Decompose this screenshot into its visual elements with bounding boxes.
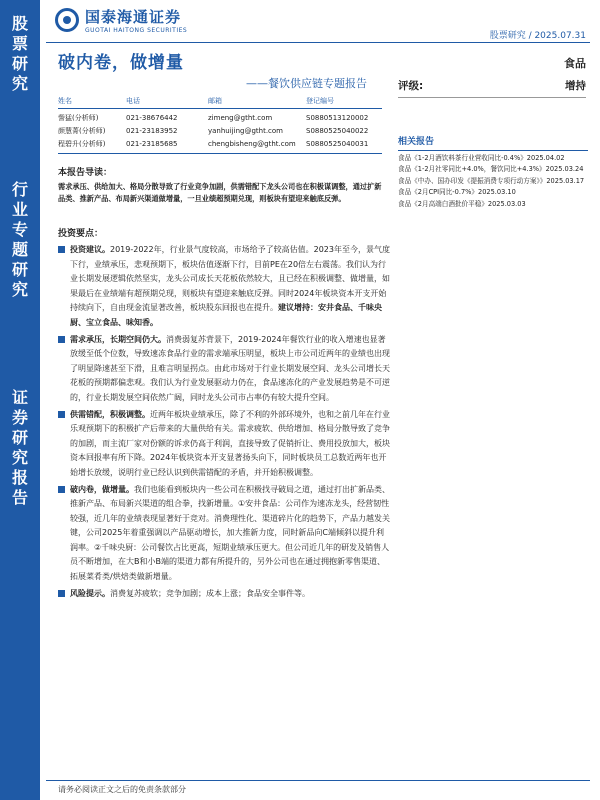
analyst-name: 颜慧菁(分析师): [58, 127, 106, 135]
sidebar: [0, 0, 40, 800]
rating-label: 评级:: [398, 80, 424, 92]
sidebar-glyph: 究: [11, 280, 28, 299]
related-report-link[interactable]: 食品《1-2月酒饮料茶行业营收同比-0.4%》2025.04.02: [398, 153, 565, 162]
sidebar-glyph: 行: [11, 180, 28, 199]
sidebar-glyph: 证: [11, 388, 28, 407]
header-email: 邮箱: [208, 97, 222, 105]
header-reg: 登记编号: [306, 97, 334, 105]
sidebar-glyph: 股: [11, 14, 28, 33]
point-lead: 供需错配，积极调整。: [70, 409, 150, 419]
logo-cn: 国泰海通证券: [85, 8, 182, 26]
sidebar-glyph: 研: [11, 428, 28, 447]
analyst-email[interactable]: zimeng@gtht.com: [208, 114, 273, 122]
sidebar-label-securities-report: [0, 388, 40, 508]
guide-title: 本报告导读：: [58, 168, 113, 178]
analyst-reg: S0880513120002: [306, 114, 369, 122]
sidebar-glyph: 告: [11, 488, 28, 507]
sidebar-glyph: 票: [11, 34, 28, 53]
breadcrumb: 股票研究 / 2025.07.31: [489, 31, 586, 41]
related-report-link[interactable]: 食品《2月CPI同比-0.7%》2025.03.10: [398, 188, 516, 197]
point-text: 我们也能看到板块内一些公司在积极找寻破局之道，通过打出扩新品类、推新产品、布局新兴渠道的组合拳，找新增量。①安井食品：公司作为速冻龙头，经营韧性较强，近几年的业绩表现显著好于竞对。消费理性化、渠道碎片化的趋势下，产品力越发关键，公司2025年着重强调以产品驱动增长，加大推新力度，同时新品向C端倾斜以提升利润率。②千味央厨：公司餐饮占比更高，短期业绩承压更大。但公司近几年的研发及销售人员不断增加，在大B和小B端的渠道力都有所提升的，另外公司也在通过拥抱新零售渠道、拓展菜肴类/烘焙类做新增量。: [70, 484, 390, 582]
investment-points: [58, 243, 390, 603]
sidebar-glyph: 报: [11, 468, 28, 487]
point-lead: 投资建议。: [70, 245, 110, 254]
list-item: [58, 483, 390, 585]
rating-value: 增持: [565, 80, 586, 92]
analyst-phone: 021-38676442: [126, 114, 178, 122]
related-report-link[interactable]: 食品《中办、国办印发《提振消费专项行动方案》》2025.03.17: [398, 176, 585, 185]
table-divider: [58, 153, 382, 154]
sidebar-glyph: 究: [11, 448, 28, 467]
analyst-phone: 021-23183952: [126, 127, 178, 135]
related-report-link[interactable]: 食品《1-2月社零同比+4.0%，餐饮同比+4.3%》2025.03.24: [398, 165, 584, 174]
company-logo: [55, 6, 187, 34]
table-row: [58, 112, 382, 125]
points-title: 投资要点：: [58, 229, 104, 239]
sidebar-glyph: 题: [11, 240, 28, 259]
sidebar-label-industry-report: [0, 180, 40, 300]
analyst-reg: S0880525040022: [306, 127, 369, 135]
industry-label: 食品: [564, 57, 586, 70]
related-report-link[interactable]: 食品《2月高端白酒批价平稳》2025.03.03: [398, 199, 526, 208]
related-reports-title: 相关报告: [398, 138, 588, 151]
header-divider: [46, 42, 590, 43]
point-lead: 需求承压，长期空间仍大。: [70, 334, 166, 344]
analyst-reg: S0880525040031: [306, 140, 369, 148]
point-lead: 风险提示。: [70, 588, 110, 598]
sidebar-glyph: 研: [11, 260, 28, 279]
analyst-phone: 021-23185685: [126, 140, 178, 148]
analyst-email[interactable]: chengbisheng@gtht.com: [208, 140, 296, 148]
table-row: [58, 125, 382, 138]
analyst-name: 程碧升(分析师): [58, 140, 106, 148]
sidebar-glyph: 究: [11, 74, 28, 93]
guide-text: 需求承压、供给加大、格局分散导致了行业竞争加剧，供需错配下龙头公司也在积极谋调整，通过扩新品类、推新产品、布局新兴渠道做增量，一旦业绩超预期兑现，则板块有望迎来触底反弹。: [58, 182, 382, 203]
list-item: [58, 333, 390, 406]
point-tail: 建议增持：安井食品、千味央厨、宝立食品、味知香。: [70, 303, 382, 327]
list-item: [58, 243, 390, 331]
rating-row: [398, 78, 586, 98]
sidebar-label-stock-research: [0, 14, 40, 94]
point-text: 消费复苏疲软；竞争加剧；成本上涨；食品安全事件等。: [110, 588, 310, 598]
header-phone: 电话: [126, 97, 140, 105]
table-row: [58, 138, 382, 151]
sidebar-glyph: 业: [11, 200, 28, 219]
report-subtitle: ——餐饮供应链专题报告: [246, 77, 367, 90]
analyst-email[interactable]: yanhuijing@gtht.com: [208, 127, 284, 135]
report-title: 破内卷，做增量: [58, 53, 184, 73]
list-item: [58, 408, 390, 481]
disclaimer-footer: 请务必阅读正文之后的免责条款部分: [58, 785, 186, 794]
header-name: 姓名: [58, 97, 72, 105]
related-reports: [398, 138, 588, 212]
sidebar-glyph: 研: [11, 54, 28, 73]
footer-divider: [46, 780, 590, 781]
sidebar-glyph: 券: [11, 408, 28, 427]
analyst-table-header: [58, 96, 382, 109]
logo-en: GUOTAI HAITONG SECURITIES: [85, 27, 188, 34]
point-text: 消费弱复苏背景下，2019-2024年餐饮行业的收入增速也显著放缓至低个位数，导致速冻食品行业的需求端承压明显，板块上市公司近两年的业绩也出现了明显降速甚至下滑，且难言明显拐点。由此市场对于行业长期发展空间、龙头公司增长天花板的预期都偏悲观。我们认为行业发展驱动力仍在，食品速冻化的产业发展趋势是不可逆的，行业长期发展空间依然广阔，同时龙头公司市占率仍有较大提升空间。: [70, 334, 390, 402]
point-lead: 破内卷，做增量。: [70, 484, 134, 494]
point-text: 近两年板块业绩承压，除了不利的外部环境外，也和之前几年在行业乐观预期下的积极扩产后带来的大量供给有关。需求疲软、供给增加、格局分散导致了竞争的加剧，而主流厂家对份额的诉求仍高于利润，直接导致了促销折让、费用投放加大，板块资本回报率有所下降。2024年板块资本开支显著扬头向下，同时板块员工总数近两年也开始增长放缓，说明行业已经认识到供需错配的矛盾，并开始积极调整。: [70, 409, 390, 477]
analyst-table: [58, 96, 382, 154]
logo-icon: [55, 8, 79, 32]
list-item: [58, 587, 390, 602]
analyst-name: 訾猛(分析师): [58, 114, 99, 122]
sidebar-glyph: 专: [11, 220, 28, 239]
point-text: 2019-2022年，行业景气度较高，市场给予了较高估值。2023年至今，景气度下行，业绩承压，悲观预期下，板块估值逐渐下行，目前PE在20倍左右震荡。我们认为行业长期发展逻辑依然坚实，龙头公司成长天花板依然较大，且已经在积极调整、做增量，如果最后在业绩端有超预期兑现，则板块有望迎来触底反弹。同时2024年板块资本开支开始持续向下，自由现金流显著改善，板块股东回报也在提升。: [70, 245, 390, 313]
